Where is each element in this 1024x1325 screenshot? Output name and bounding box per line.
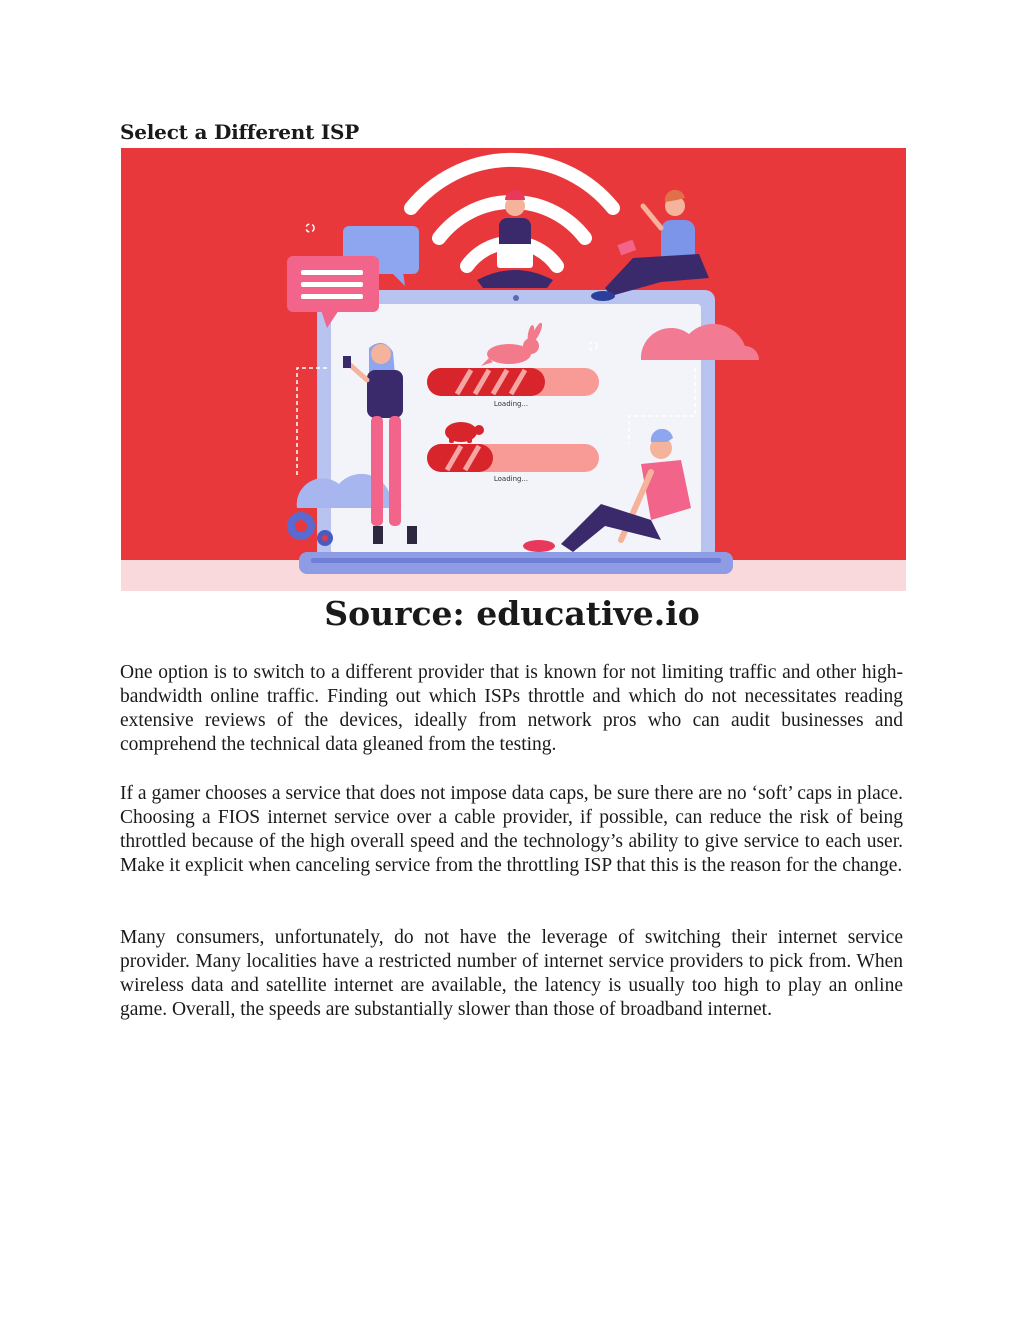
loading-label-1: Loading... [493,400,529,408]
loading-label-2: Loading... [493,475,529,483]
section-heading: Select a Different ISP [120,120,360,144]
slow-progress-bar [427,444,599,472]
figure-caption: Source: educative.io [324,594,700,633]
isp-throttling-illustration [121,148,906,591]
paragraph-1: One option is to switch to a different provider that is known for not limiting traffic and other high-bandwidth online traffic. Finding out which ISPs throttle and which do not necessitates reading extensive reviews of the devices, ideally from network pros who can audit businesses and comprehend the technical data gleaned from the testing. [120,662,903,755]
illustration [121,148,906,591]
fast-progress-bar [427,368,599,396]
paragraph-3: Many consumers, unfortunately, do not have the leverage of switching their internet service provider. Many localities have a restricted number of internet service providers to pick from. When wireless data and satellite internet are available, the latency is usually too high to play an online game. Overall, the speeds are substantially slower than those of broadband internet. [120,927,903,1020]
paragraph-2: If a gamer chooses a service that does not impose data caps, be sure there are no ‘soft’ caps in place. Choosing a FIOS internet service over a cable provider, if possible, can reduce the risk of being throttled because of the high overall speed and the technology’s ability to give service to each user. Make it explicit when canceling service from the throttling ISP that this is the reason for the change. [120,783,903,876]
